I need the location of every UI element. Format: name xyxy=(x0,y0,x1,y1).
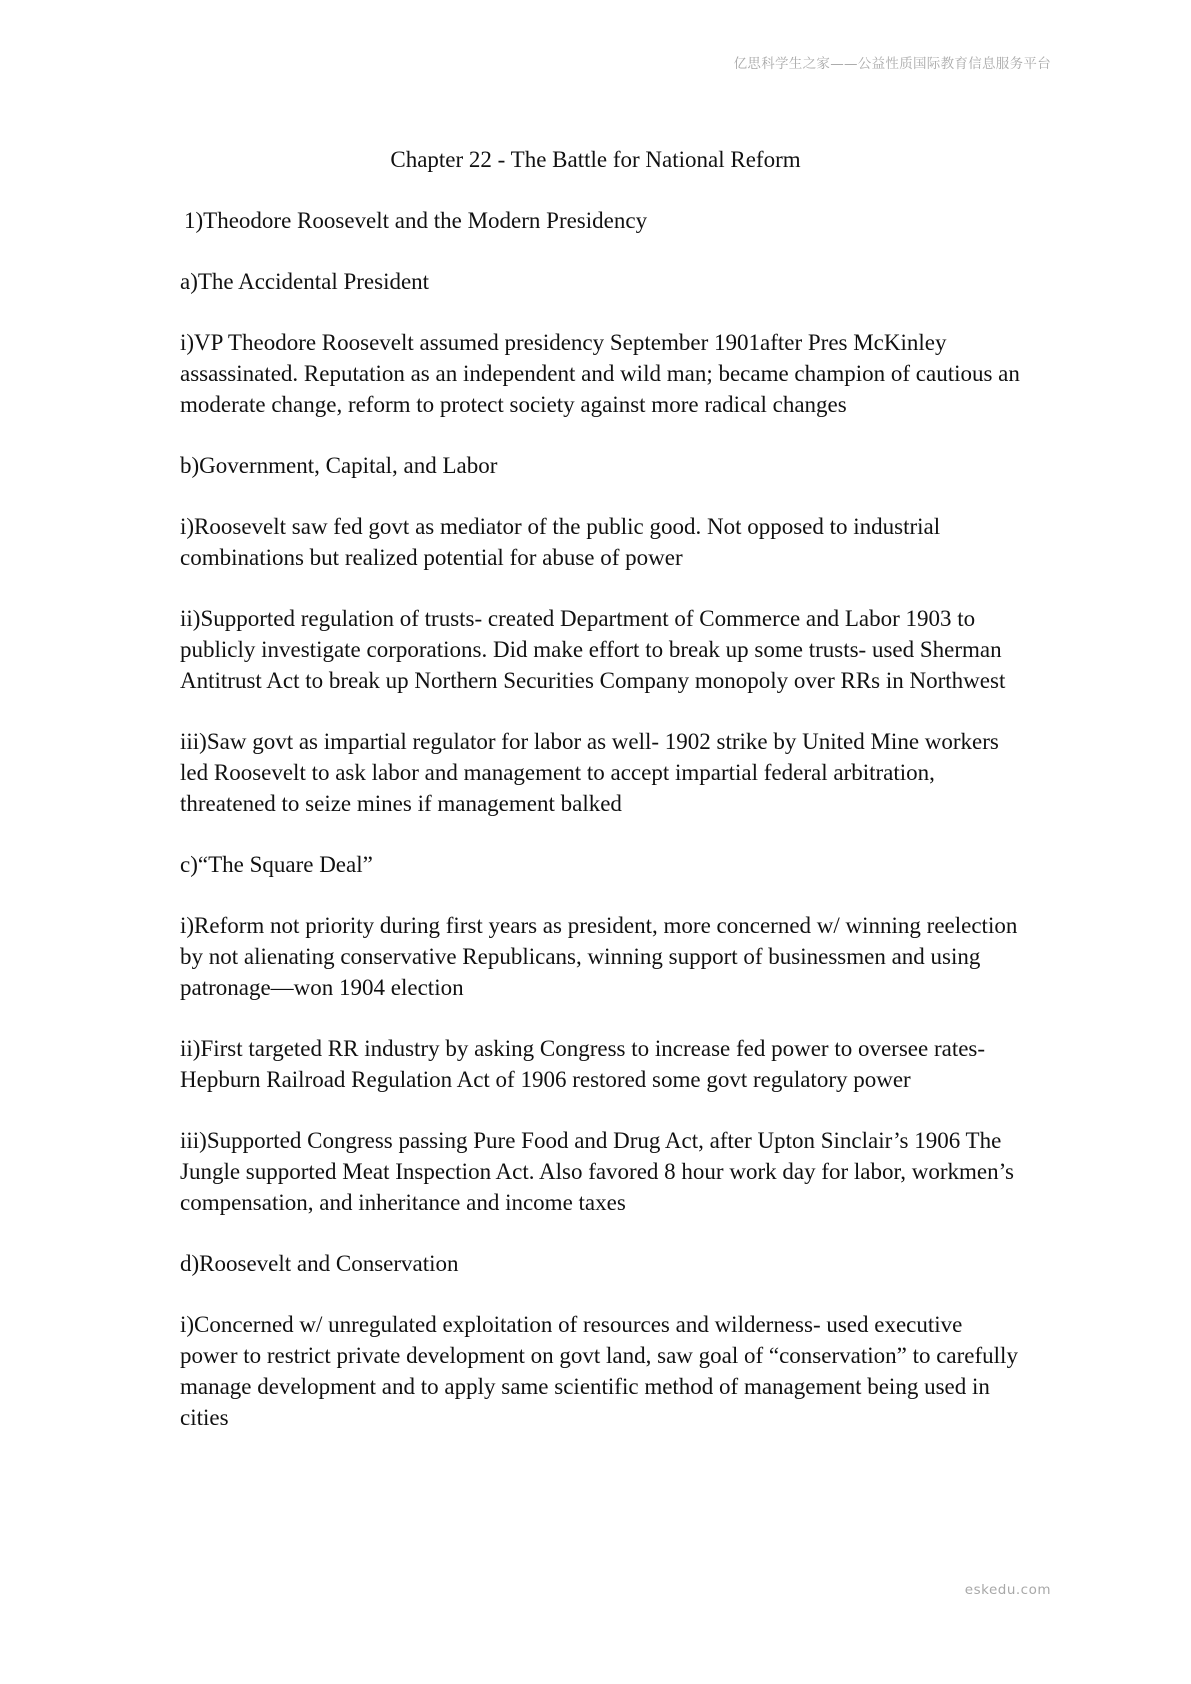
subsection-heading: d)Roosevelt and Conservation xyxy=(180,1251,459,1276)
paragraph: ii)Supported regulation of trusts- created Department of Commerce and Labor 1903 to publicly investigate corporations. Did make effort to break up some trusts- used Sherman Antitrust Act to break up Northern Securities Company monopoly over RRs in Northwest xyxy=(180,606,1006,693)
document-title: Chapter 22 - The Battle for National Reform xyxy=(390,147,801,172)
document-body xyxy=(180,205,1020,1463)
subsection-heading: c)“The Square Deal” xyxy=(180,852,373,877)
section-heading: 1)Theodore Roosevelt and the Modern Presidency xyxy=(184,208,648,233)
subsection-heading: a)The Accidental President xyxy=(180,269,430,294)
subsection-heading: b)Government, Capital, and Labor xyxy=(180,453,498,478)
paragraph: iii)Supported Congress passing Pure Food and Drug Act, after Upton Sinclair’s 1906 The Jungle supported Meat Inspection Act. Also favored 8 hour work day for labor, workmen’s compensation, and inheritance and income taxes xyxy=(180,1128,1014,1215)
paragraph: iii)Saw govt as impartial regulator for labor as well- 1902 strike by United Mine workers led Roosevelt to ask labor and management to accept impartial federal arbitration, threatened to seize mines if management balked xyxy=(180,729,999,816)
site-footer-text[interactable]: eskedu.com xyxy=(964,1582,1051,1598)
paragraph: i)Roosevelt saw fed govt as mediator of the public good. Not opposed to industrial combinations but realized potential for abuse of power xyxy=(180,514,941,570)
paragraph: ii)First targeted RR industry by asking Congress to increase fed power to oversee rates- Hepburn Railroad Regulation Act of 1906 restored some govt regulatory power xyxy=(180,1036,986,1092)
paragraph: i)VP Theodore Roosevelt assumed presidency September 1901after Pres McKinley assassinated. Reputation as an independent and wild man; became champion of cautious an moderate change, reform to protect society against more radical changes xyxy=(180,330,1020,417)
paragraph: i)Concerned w/ unregulated exploitation of resources and wilderness- used executive power to restrict private development on govt land, saw goal of “conservation” to carefully manage development and to apply same scientific method of management being used in cities xyxy=(180,1312,1018,1430)
paragraph: i)Reform not priority during first years as president, more concerned w/ winning reelection by not alienating conservative Republicans, winning support of businessmen and using patronage—won 1904 election xyxy=(180,913,1018,1000)
site-header-text: 亿思科学生之家——公益性质国际教育信息服务平台 xyxy=(733,56,1051,72)
